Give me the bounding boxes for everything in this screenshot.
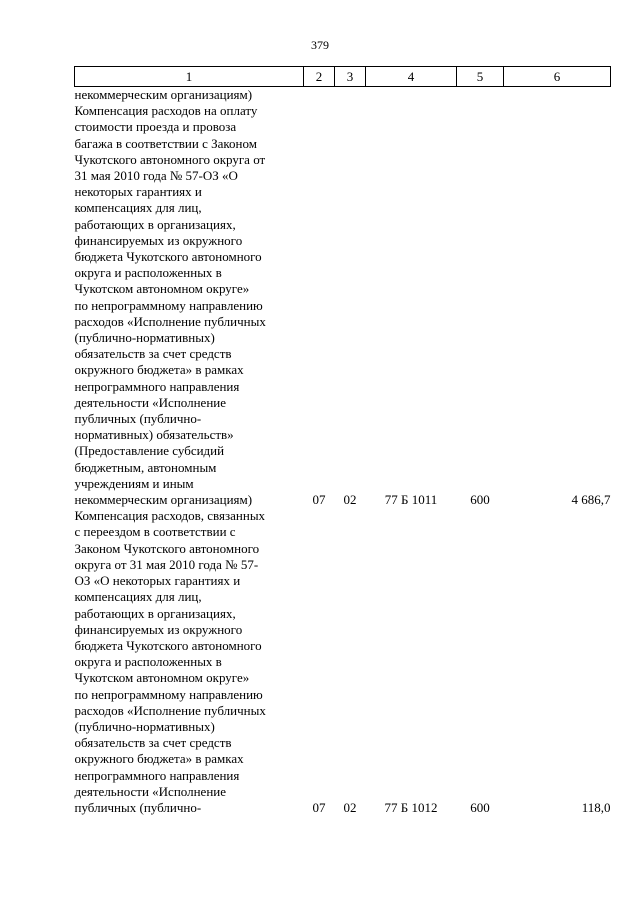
section-code: 07 (312, 492, 326, 508)
target-article-code: 77 Б 1011 (384, 492, 438, 508)
column-header-2: 2 (304, 67, 335, 87)
column-header-5: 5 (457, 67, 504, 87)
page-number: 379 (311, 38, 329, 52)
column-header-4: 4 (366, 67, 457, 87)
target-article-code (366, 87, 457, 104)
expense-name: Компенсация расходов, связанных с переездом в соответствии с Законом Чукотского автономного округа от 31 мая 2010 года № 57- ОЗ «О некоторых гарантиях и компенсациях для лиц, работающих в организациях, финансируемых из окружного бюджета Чукотского автономного округа и расположенных в Чукотском автономном округе» по непрограммному направлению расходов «Исполнение публичных (публично-нормативных) обязательств за счет средств окружного бюджета» в рамках непрограммного направления деятельности «Исполнение публичных (публично- (74, 508, 266, 815)
expense-name: Компенсация расходов на оплату стоимости проезда и провоза багажа в соответствии с Законом Чукотского автономного округа от 31 мая 2010 года № 57-ОЗ «О некоторых гарантиях и компенсациях для лиц, работающих в организациях, финансируемых из окружного бюджета Чукотского автономного округа и расположенных в Чукотском автономном округе» по непрограммному направлению расходов «Исполнение публичных (публично-нормативных) обязательств за счет средств окружного бюджета» в рамках непрограммного направления деятельности «Исполнение публичных (публично- нормативных) обязательств» (Предоставление субсидий бюджетным, автономным учреждениям и иным некоммерческим организациям) (74, 103, 266, 508)
amount: 118,0 (581, 799, 611, 815)
amount (504, 87, 611, 104)
target-article-code: 77 Б 1012 (384, 799, 438, 815)
subsection-code: 02 (343, 492, 357, 508)
table-header-row (75, 67, 611, 87)
table-row (75, 103, 611, 508)
column-header-1: 1 (75, 67, 304, 87)
amount: 4 686,7 (571, 492, 611, 508)
budget-table (74, 66, 611, 816)
subsection-code (335, 87, 366, 104)
expense-type-code: 600 (470, 492, 490, 508)
section-code: 07 (312, 799, 326, 815)
column-header-3: 3 (335, 67, 366, 87)
section-code (304, 87, 335, 104)
column-header-6: 6 (504, 67, 611, 87)
table-row (75, 87, 611, 104)
expense-type-code: 600 (470, 799, 490, 815)
expense-type-code (457, 87, 504, 104)
subsection-code: 02 (343, 799, 357, 815)
expense-name: некоммерческим организациям) (74, 87, 253, 102)
table-row (75, 508, 611, 816)
